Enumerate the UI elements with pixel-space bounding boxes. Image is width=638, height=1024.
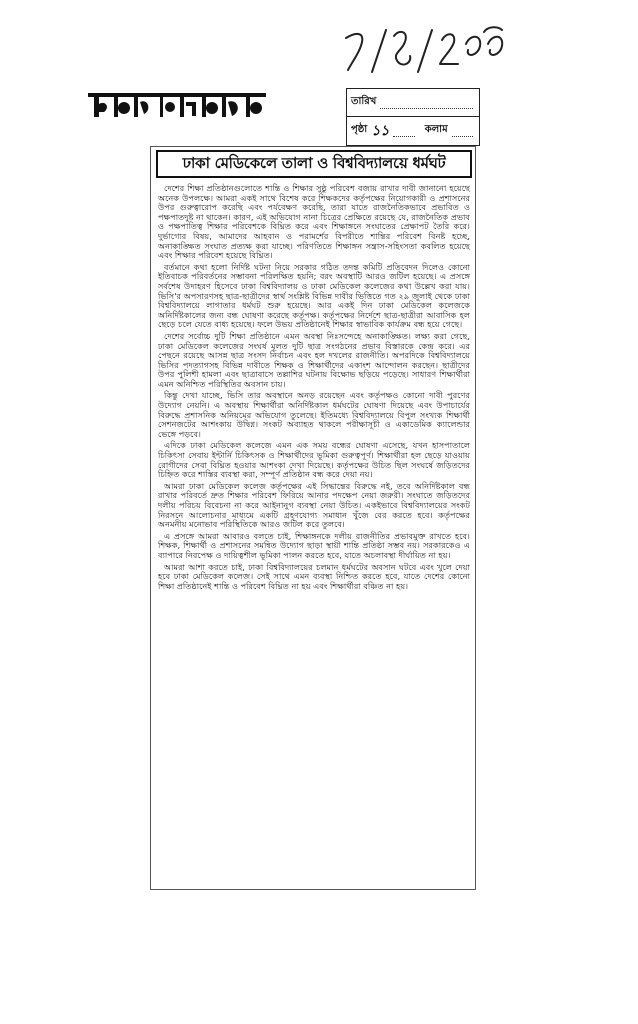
- article-paragraph: কিন্তু দেখা যাচ্ছে, ভিসি তার অবস্থানে অনড় রয়েছেন এবং কর্তৃপক্ষও কোনো দাবী পুরণের উদ্যোগ নেয়নি। এ অবস্থায় শিক্ষার্থীরা অনির্দিষ্টকাল ধর্মঘটের ঘোষণা দিয়েছে এবং উপাচার্যের বিরুদ্ধে প্রশাসনিক অনিয়মের অভিযোগ তুলেছে। ইতিমধ্যে বিশ্ববিদ্যালয়ে বিপুল সংখ্যক শিক্ষার্থী সেশনজটের আশংকায় উদ্বিগ্ন। সংকট অব্যাহত থাকলে পরীক্ষাসূচী ও একাডেমিক ক্যালেন্ডার ভেঙ্গে পড়বে।: [158, 390, 470, 439]
- article-headline: ঢাকা মেডিকেলে তালা ও বিশ্ববিদ্যালয়ে ধর্মঘট: [156, 150, 472, 178]
- article-paragraph: আমরা ঢাকা মেডিকেল কলেজ কর্তৃপক্ষের এই সিদ্ধান্তের বিরুদ্ধে নই, তবে অনির্দিষ্টকাল বন্ধ রাখার পরিবর্তে দ্রুত শিক্ষার পরিবেশ ফিরিয়ে আনার পদক্ষেপ নেয়া জরুরী। সংঘাতে জড়িতদের দলীয় পরিচয় বিবেচনা না করে আইনানুগ ব্যবস্থা নেয়া উচিত। একইভাবে বিশ্ববিদ্যালয়ের সংকট নিরসনে আলোচনার মাধ্যমে একটি গ্রহণযোগ্য সমাধান খুঁজে বের করতে হবে। কর্তৃপক্ষের অনমনীয় মনোভাব পরিস্থিতিকে আরও জটিল করে তুলবে।: [158, 480, 470, 530]
- stamp-date-label: তারিখ: [351, 96, 377, 107]
- handwritten-date-annotation: [338, 22, 518, 78]
- stamp-column-line: [452, 124, 473, 137]
- stamp-page-label: পৃষ্ঠা: [351, 124, 368, 135]
- article-paragraph: বর্তমানে কথা হলো নির্দিষ্ট ঘটনা নিয়ে সরকার গঠিত তদন্ত কমিটি প্রতিবেদন দিলেও কোনো ইতিবাচক পরিবর্তনের সম্ভাবনা পরিলক্ষিত হয়নি; বরং অবস্থাটি আরও জটিল হয়েছে। এ প্রসঙ্গে সর্বশেষ উদাহরণ হিসেবে ঢাকা বিশ্ববিদ্যালয় ও ঢাকা মেডিকেল কলেজের কথা উল্লেখ করা যায়। ভিসি'র অপসারণসহ ছাত্র-ছাত্রীদের স্বার্থ সংশ্লিষ্ট বিভিন্ন দাবীর ভিত্তিতে গত ২৯ জুলাই থেকে ঢাকা বিশ্ববিদ্যালয়ে লাগাতার ধর্মঘট শুরু হয়েছে। আর একই দিন ঢাকা মেডিকেল কলেজকে অনির্দিষ্টকালের জন্য বন্ধ ঘোষণা করেছে কর্তৃপক্ষ। কর্তৃপক্ষের নির্দেশে ছাত্র-ছাত্রীরা আবাসিক হল ছেড়ে চলে যেতে বাধ্য হয়েছে। ফলে উভয় প্রতিষ্ঠানেই শিক্ষার স্বাভাবিক কার্যক্রম বন্ধ হয়ে গেছে।: [158, 261, 470, 330]
- article-paragraph: আমরা আশা করতে চাই, ঢাকা বিশ্ববিদ্যালয়ের চলমান ধর্মঘটের অবসান ঘটবে এবং খুলে দেয়া হবে ঢাকা মেডিকেল কলেজ। সেই সাথে এমন ব্যবস্থা নিশ্চিত করতে হবে, যাতে দেশের কোনো শিক্ষা প্রতিষ্ঠানেই শান্তি ও পরিবেশ বিঘ্নিত না হয় এবং শিক্ষার্থীরা বঞ্চিত না হয়।: [158, 561, 470, 591]
- stamp-page-value: ১১: [371, 122, 390, 139]
- article-body: [158, 184, 470, 884]
- stamp-page-row: [347, 116, 479, 144]
- article-paragraph: এ প্রসঙ্গে আমরা আবারও বলতে চাই, শিক্ষাঙ্গনকে দলীয় রাজনীতির প্রভাবমুক্ত রাখতে হবে। শিক্ষক, শিক্ষার্থী ও প্রশাসনের সমন্বিত উদ্যোগ ছাড়া স্থায়ী শান্তি প্রতিষ্ঠা সম্ভব নয়। সরকারকেও এ ব্যাপারে নিরপেক্ষ ও দায়িত্বশীল ভূমিকা পালন করতে হবে, যাতে অচলাবস্থা দীর্ঘায়িত না হয়।: [158, 530, 470, 560]
- stamp-date-row: [347, 89, 479, 116]
- newspaper-logo: [88, 90, 268, 120]
- clipping-stamp: [346, 88, 480, 146]
- stamp-column-label: কলাম: [424, 124, 448, 135]
- article-paragraph: দেশের শিক্ষা প্রতিষ্ঠানগুলোতে শান্তি ও শিক্ষার সুষ্ঠু পরিবেশ বজায় রাখার দাবী জানানো হয়েছে অনেক উপলক্ষে। আমরা একই সাথে বিশেষ করে শিক্ষকদের কর্তৃপক্ষের নিয়োগকারী ও প্রশাসনের উপর গুরুত্বারোপ করেছি এবং পর্যবেক্ষণ করেছি, তারা যাতে রাজনৈতিকভাবে প্রভাবিত ও পক্ষপাতদুষ্ট না থাকেন। কারণ, এই অভিযোগ নানা চিত্রের প্রেক্ষিতে রয়েছে যে, রাজনৈতিক প্রভাব ও পক্ষপাতিত্ব শিক্ষার পরিবেশকে বিঘ্নিত করে এবং শিক্ষাঙ্গনে সংঘাতের প্রেক্ষাপট তৈরি করে। দুর্ভাগ্যের বিষয়, আমাদের আহবান ও পরামর্শের বিপরীতে শান্তির পরিবেশ বিনষ্ট হচ্ছে, অনাকাঙ্ক্ষিত সংঘাত প্রত্যক্ষ করা যাচ্ছে। পরিণতিতে শিক্ষাঙ্গন সন্ত্রাস-সহিংসতা কবলিত হয়েছে এবং শিক্ষার পরিবেশ হয়েছে বিঘ্নিত।: [158, 183, 470, 261]
- article-paragraph: এদিকে ঢাকা মেডিকেল কলেজে এমন এক সময় বন্ধের ঘোষণা এসেছে, যখন হাসপাতালে চিকিৎসা সেবায় ইন্টার্নি চিকিৎসক ও শিক্ষার্থীদের ভূমিকা গুরুত্বপূর্ণ। শিক্ষার্থীরা হল ছেড়ে যাওয়ায় রোগীদের সেবা বিঘ্নিত হওয়ার আশংকা দেখা দিয়েছে। কর্তৃপক্ষের উচিত ছিল সংঘর্ষে জড়িতদের চিহ্নিত করে শাস্তির ব্যবস্থা করা, সম্পূর্ণ প্রতিষ্ঠান বন্ধ করে দেয়া নয়।: [158, 440, 470, 480]
- stamp-page-line: [393, 124, 414, 137]
- stamp-date-line: [380, 96, 473, 109]
- article-paragraph: দেশের সর্বোচ্চ দুটি শিক্ষা প্রতিষ্ঠানে এমন অবস্থা নিঃসন্দেহে অনাকাঙ্ক্ষিত। লক্ষ্য করা গেছে, ঢাকা মেডিকেল কলেজের সংঘর্ষ মূলত দুটি ছাত্র সংগঠনের প্রভাব বিস্তারকে কেন্দ্র করে। এর পেছনে রয়েছে আসন্ন ছাত্র সংসদ নির্বাচন এবং হল দখলের রাজনীতি। অপরদিকে বিশ্ববিদ্যালয়ে ভিসির পদত্যাগসহ বিভিন্ন দাবীতে শিক্ষক ও শিক্ষার্থীদের একাংশ আন্দোলন করছেন। ছাত্রীদের উপর পুলিশী হামলা এবং ছাত্রাবাসে তল্লাশির ঘটনায় বিক্ষোভ ছড়িয়ে পড়েছে। সাধারণ শিক্ষার্থীরা এমন অনিশ্চিত পরিস্থিতির অবসান চায়।: [158, 330, 470, 389]
